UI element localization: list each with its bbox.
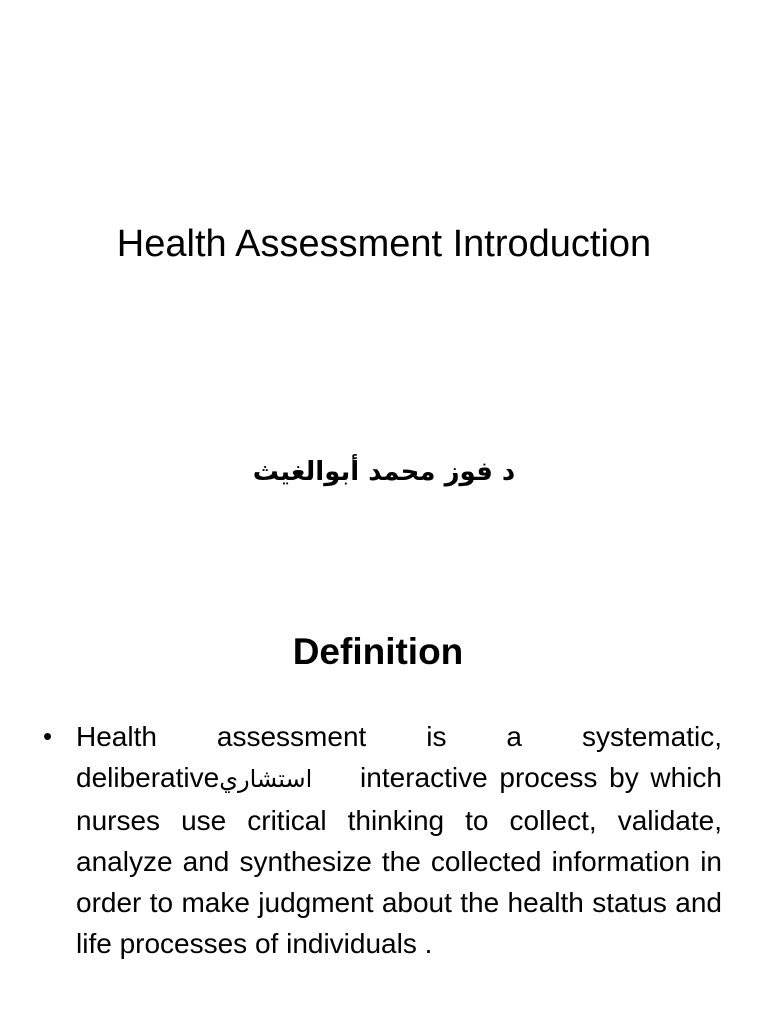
slide-title: Health Assessment Introduction <box>116 223 652 265</box>
author-name: د فوز محمد أبوالغيث <box>252 457 516 487</box>
definition-bullet-item <box>40 716 722 964</box>
definition-text-end: interactive process by which nurses use critical thinking to collect, validate, analyze and synthesize the collected information in order to make judgment about the health status and life processes of individuals . <box>76 762 722 959</box>
bullet-icon: • <box>43 721 53 751</box>
definition-text-start: Health assessment is a systematic, deliberative <box>76 721 722 793</box>
definition-heading: Definition <box>292 631 464 672</box>
definition-list <box>40 716 722 964</box>
arabic-term: استشاري <box>219 765 313 793</box>
